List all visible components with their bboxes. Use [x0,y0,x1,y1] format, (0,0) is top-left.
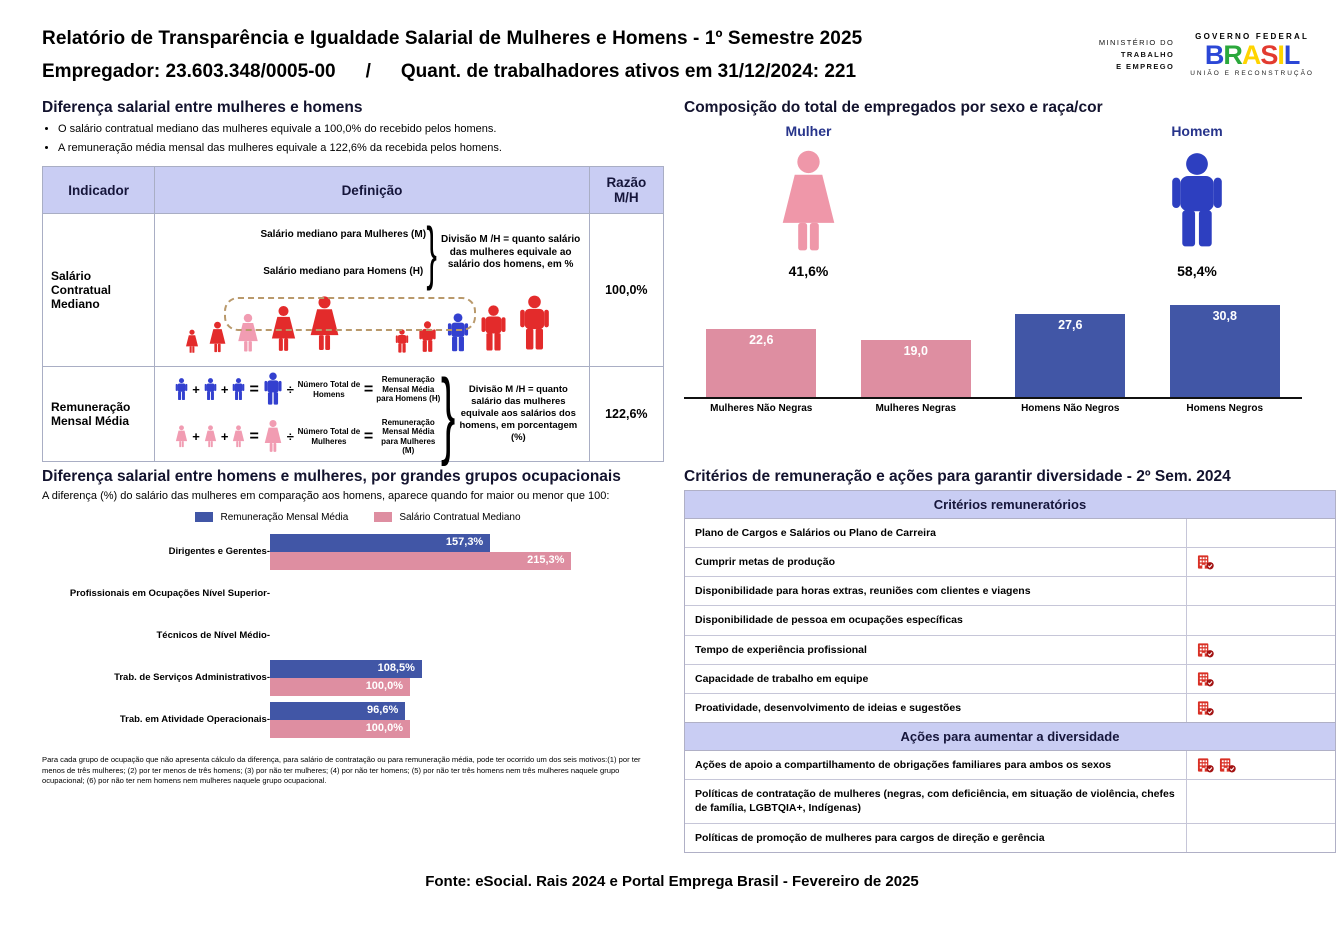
criteria-label: Plano de Cargos e Salários ou Plano de Carreira [685,519,1187,547]
criteria-row [685,824,1335,852]
criteria-icon-cell [1187,548,1335,576]
bar-value-label: 22,6 [749,333,774,348]
criteria-row [685,606,1335,635]
composition-categories [684,399,1302,414]
active-workers: Quant. de trabalhadores ativos em 31/12/2024: 221 [400,61,857,82]
criteria-rows-remuneration [685,519,1335,722]
ratio-value: 100,0% [589,214,663,367]
plus-operator: + [192,429,200,445]
median-definition [156,213,587,291]
building-check-icon [1197,700,1214,716]
male-icon [174,378,189,402]
criteria-table [684,490,1336,853]
category-label: Homens Não Negros [1021,403,1120,414]
female-icon [184,329,200,355]
bar-value-label: 215,3% [527,553,565,566]
chart-legend [42,512,674,523]
bullet-median: • O salário contratual mediano das mulheres equivale a 100,0% do recebido pelos homens. [58,123,674,135]
building-check-icon [1197,554,1214,570]
ministry-line2: TRABALHO [1120,49,1175,59]
men-mean-formula [174,372,440,408]
gender-summary [684,123,1339,279]
criteria-label: Disponibilidade de pessoa em ocupações específicas [685,606,1187,634]
criteria-icon-cell [1187,824,1335,852]
criteria-label: Cumprir metas de produção [685,548,1187,576]
building-check-icon [1219,757,1236,773]
composition-bar-column [1148,305,1303,397]
equals-operator: = [249,427,259,445]
criteria-icon-cell [1187,636,1335,664]
brace-glyph: } [426,213,438,291]
plus-operator: + [220,382,229,397]
criteria-icon-cell [1187,519,1335,547]
legend-item [195,512,348,523]
male-icon [231,378,246,402]
bar [861,340,971,397]
category-label: Homens Negros [1186,403,1264,414]
indicator-table [42,166,664,467]
salary-gap-bullets [58,123,674,154]
building-check-icon [1197,757,1214,773]
section-occupational [42,462,674,853]
occupational-row [42,699,674,741]
criteria-icon-cell [1187,606,1335,634]
composition-bar-column [993,314,1148,397]
section-title: Critérios de remuneração e ações para garantir diversidade - 2º Sem. 2024 [684,467,1231,485]
section-composition [684,93,1339,462]
female-icon [262,419,284,455]
median-women-label: Salário mediano para Mulheres (M) [260,228,427,240]
male-percentage: 58,4% [1177,263,1217,279]
ministry-logo [1099,37,1174,73]
plus-operator: + [192,382,200,397]
indicator-name: Salário Contratual Mediano [43,214,155,367]
bar-value-label: 30,8 [1212,308,1237,323]
legend-item [374,512,520,523]
criteria-row [685,548,1335,577]
gov-bottom-label: UNIÃO E RECONSTRUÇÃO [1190,70,1314,77]
criteria-rows-diversity [685,751,1335,852]
bar [1170,305,1280,397]
header-titles [42,28,862,83]
building-check-icon [1197,642,1214,658]
women-result-label: Remuneração Mensal Média para Mulheres (M) [381,417,436,456]
section-title: Diferença salarial entre homens e mulheres, por grandes grupos ocupacionais [42,467,621,485]
occupational-subtitle: A diferença (%) do salário das mulheres em comparação aos homens, aparece quando for maior ou menor que 100: [42,489,610,502]
bar-value-label: 96,6% [367,703,399,716]
bar [270,534,490,552]
section-title: Diferença salarial entre mulheres e homens [42,99,363,116]
divide-operator: ÷ [286,382,294,397]
bar [1015,314,1125,397]
bar [270,678,410,696]
section-salary-gap [42,93,674,467]
equals-operator: = [363,380,374,398]
category-label: Profissionais em Ocupações Nível Superior - [42,588,270,599]
bar [270,660,422,678]
col-header-razao: Razão M/H [589,167,663,214]
plus-operator: + [220,429,229,445]
criteria-label: Proatividade, desenvolvimento de ideias e sugestões [685,694,1187,722]
median-men-label: Salário mediano para Homens (H) [263,265,424,277]
female-percentage: 41,6% [788,263,829,279]
criteria-icon-cell [1187,780,1335,822]
report-header [0,0,1344,83]
divide-operator: ÷ [286,429,294,445]
ratio-value: 122,6% [589,366,663,461]
brasil-logo: BRASIL [1204,40,1300,70]
women-divisor-label: Número Total de Mulheres [297,427,361,446]
criteria-label: Ações de apoio a compartilhamento de obrigações familiares para ambos os sexos [685,751,1187,779]
bar-value-label: 19,0 [903,344,928,358]
bars-group [270,660,422,696]
median-highlight-box [224,297,476,331]
occupational-row [42,573,674,615]
building-check-icon [1197,671,1214,687]
female-label: Mulher [785,123,832,139]
governo-federal-logo [1190,32,1314,77]
category-label: Mulheres Negras [875,403,957,414]
men-result-label: Remuneração Mensal Média para Homens (H) [376,375,441,404]
report-source: Fonte: eSocial. Rais 2024 e Portal Emprega Brasil - Fevereiro de 2025 [425,872,919,890]
legend-swatch [374,512,392,522]
page-subtitle [42,61,862,83]
male-icon [478,305,509,355]
criteria-icon-cell [1187,665,1335,693]
bar-value-label: 100,0% [365,721,403,734]
male-label: Homem [1171,123,1223,139]
criteria-band-diversity: Ações para aumentar a diversidade [685,722,1335,751]
equals-operator: = [363,427,374,445]
bar [706,329,816,397]
bar [270,720,410,738]
criteria-label: Capacidade de trabalho em equipe [685,665,1187,693]
bar-value-label: 27,6 [1058,318,1083,333]
criteria-row [685,636,1335,665]
male-summary [1165,123,1229,279]
composition-bar-column [684,329,839,397]
occupational-footnote: Para cada grupo de ocupação que não apresenta cálculo da diferença, para salário de contratação ou para remuneração média, pode ter ocorrido um dos seis motivos:(1) por ter menos de três mulheres; (2) por ter menos de três homens; (3) por não ter mulheres; (4) por não ter homens; (5) por não ter três homens nem três mulheres naquele grupo ocupacional; (6) por não ter nem homens nem mulheres naquele grupo ocupacional. [42,754,641,786]
bullet-mean: • A remuneração média mensal das mulheres equivale a 122,6% da recebida pelos homens. [58,142,674,154]
median-figures-illustration [156,283,587,365]
criteria-icon-cell [1187,751,1335,779]
composition-bar-chart [684,295,1302,399]
bar [270,552,571,570]
bar-value-label: 108,5% [377,661,415,674]
male-icon [394,329,410,355]
bar-value-label: 157,3% [445,535,484,548]
bar [270,702,405,720]
page-title: Relatório de Transparência e Igualdade Salarial de Mulheres e Homens - 1º Semestre 2025 [42,28,863,49]
category-label: Dirigentes e Gerentes - [42,546,270,557]
criteria-label: Políticas de contratação de mulheres (negras, com deficiência, em situação de violência, chefes de família, LGBTQIA+, Indígenas) [685,780,1187,822]
criteria-icon-cell [1187,694,1335,722]
female-icon [774,149,843,259]
bars-group [270,534,571,570]
ministry-line1: MINISTÉRIO DO [1098,37,1175,47]
logos [1099,32,1314,77]
brace-glyph: } [441,359,456,467]
legend-label: Salário Contratual Mediano [399,511,521,523]
male-icon [262,372,284,408]
criteria-label: Tempo de experiência profissional [685,636,1187,664]
category-label: Mulheres Não Negras [710,403,813,414]
men-divisor-label: Número Total de Homens [297,379,361,399]
category-label: Trab. em Atividade Operacionais - [42,714,270,725]
criteria-row [685,780,1335,823]
section-criteria [684,462,1344,853]
women-mean-formula [174,418,440,456]
occupational-row [42,657,674,699]
occupational-bar-chart [42,531,674,741]
criteria-label: Políticas de promoção de mulheres para cargos de direção e gerência [685,824,1187,852]
male-icon [203,378,218,402]
gov-top-label: GOVERNO FEDERAL [1195,32,1310,41]
bars-group [270,702,410,738]
bar-value-label: 100,0% [365,679,403,692]
median-note: Divisão M /H = quanto salário das mulheres equivale ao salário dos homens, em % [441,234,581,270]
female-icon [174,425,189,449]
female-icon [231,425,246,449]
male-icon [1165,149,1229,259]
col-header-indicador: Indicador [43,167,155,214]
separator: / [365,61,371,82]
criteria-row [685,751,1335,780]
employer-id: Empregador: 23.603.348/0005-00 [42,61,336,82]
col-header-definicao: Definição [155,167,589,214]
legend-label: Remuneração Mensal Média [220,511,349,523]
criteria-row [685,694,1335,722]
occupational-row [42,531,674,573]
criteria-band-remuneration: Critérios remuneratórios [685,491,1335,519]
criteria-label: Disponibilidade para horas extras, reuniões com clientes e viagens [685,577,1187,605]
female-icon [207,321,228,355]
section-title: Composição do total de empregados por sexo e raça/cor [684,99,1103,116]
composition-bar-column [839,340,994,397]
ministry-line3: E EMPREGO [1116,61,1175,71]
equals-operator: = [249,380,259,398]
legend-swatch [195,512,213,522]
mean-note: Divisão M /H = quanto salário das mulheres equivale aos salários dos homens, em porcentagem (%) [459,384,578,443]
female-icon [203,425,218,449]
indicator-name: Remuneração Mensal Média [43,366,155,461]
criteria-row [685,577,1335,606]
table-row [43,366,664,461]
table-row [43,214,664,367]
criteria-row [685,519,1335,548]
female-summary [774,123,843,279]
category-label: Técnicos de Nível Médio - [42,630,270,641]
mean-definition [156,359,587,467]
male-icon [516,295,553,355]
criteria-icon-cell [1187,577,1335,605]
occupational-row [42,615,674,657]
criteria-row [685,665,1335,694]
category-label: Trab. de Serviços Administrativos - [42,672,270,683]
